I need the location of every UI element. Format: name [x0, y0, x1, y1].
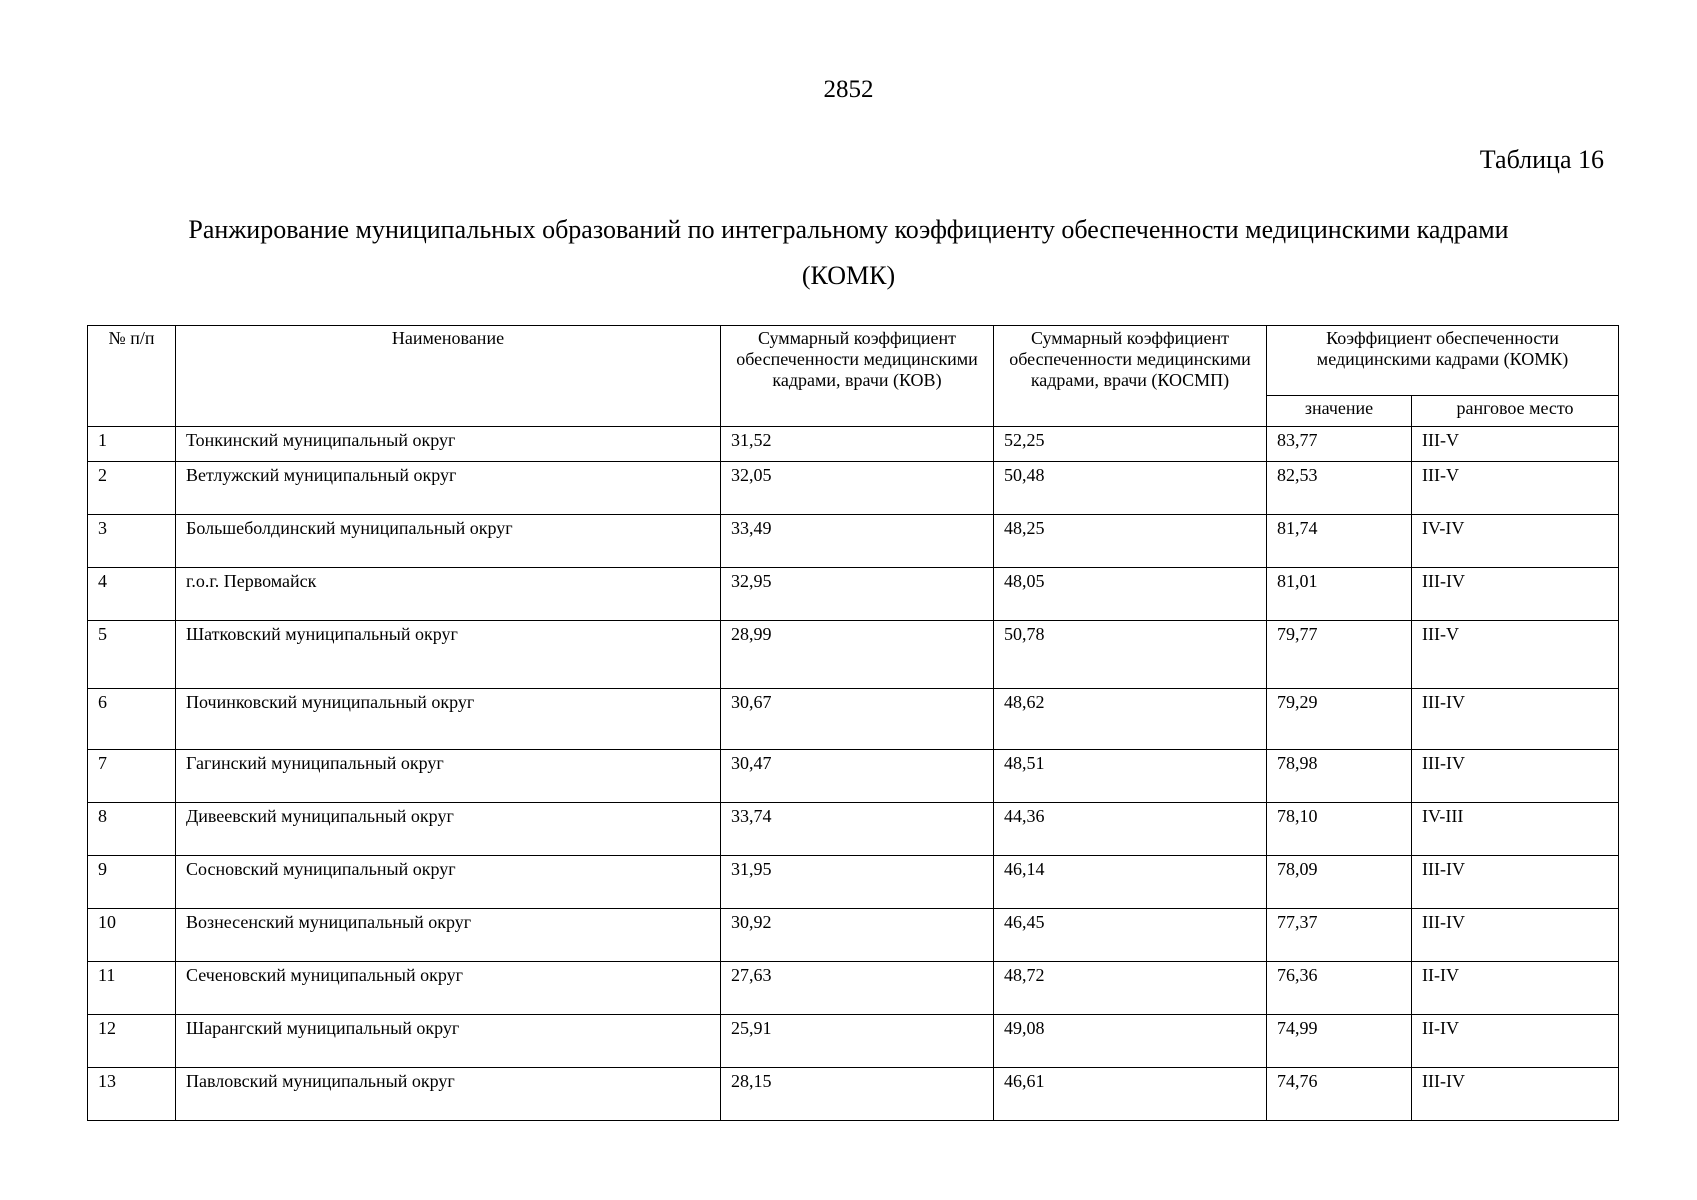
- table-label: Таблица 16: [1479, 145, 1604, 174]
- cell-name: Дивеевский муниципальный округ: [176, 803, 721, 856]
- cell-kov: 30,92: [721, 909, 994, 962]
- cell-rank: II-IV: [1412, 1015, 1619, 1068]
- table-row: [88, 803, 1619, 856]
- cell-value: 78,09: [1267, 856, 1412, 909]
- cell-num: 8: [88, 803, 176, 856]
- cell-num: 10: [88, 909, 176, 962]
- cell-kov: 32,95: [721, 568, 994, 621]
- cell-name: Шарангский муниципальный округ: [176, 1015, 721, 1068]
- cell-kosmp: 49,08: [994, 1015, 1267, 1068]
- table-row: [88, 962, 1619, 1015]
- cell-rank: III-V: [1412, 621, 1619, 689]
- header-rank: ранговое место: [1412, 396, 1619, 427]
- cell-kov: 33,49: [721, 515, 994, 568]
- table-row: [88, 909, 1619, 962]
- ranking-table: [87, 325, 1619, 1121]
- cell-kov: 27,63: [721, 962, 994, 1015]
- cell-rank: III-IV: [1412, 1068, 1619, 1121]
- cell-value: 79,29: [1267, 689, 1412, 750]
- cell-rank: IV-III: [1412, 803, 1619, 856]
- cell-kosmp: 50,48: [994, 462, 1267, 515]
- cell-kosmp: 48,72: [994, 962, 1267, 1015]
- cell-value: 76,36: [1267, 962, 1412, 1015]
- cell-num: 11: [88, 962, 176, 1015]
- cell-kov: 31,52: [721, 427, 994, 462]
- cell-name: Тонкинский муниципальный округ: [176, 427, 721, 462]
- cell-value: 82,53: [1267, 462, 1412, 515]
- cell-rank: III-V: [1412, 427, 1619, 462]
- cell-kosmp: 46,45: [994, 909, 1267, 962]
- cell-kov: 30,67: [721, 689, 994, 750]
- header-kosmp: Суммарный коэффициент обеспеченности медицинскими кадрами, врачи (КОСМП): [994, 326, 1267, 427]
- header-name: Наименование: [176, 326, 721, 427]
- cell-name: Большеболдинский муниципальный округ: [176, 515, 721, 568]
- cell-kov: 32,05: [721, 462, 994, 515]
- cell-rank: IV-IV: [1412, 515, 1619, 568]
- cell-kov: 28,15: [721, 1068, 994, 1121]
- table-row: [88, 856, 1619, 909]
- cell-kosmp: 48,62: [994, 689, 1267, 750]
- cell-num: 2: [88, 462, 176, 515]
- cell-kosmp: 52,25: [994, 427, 1267, 462]
- cell-kov: 30,47: [721, 750, 994, 803]
- cell-name: Гагинский муниципальный округ: [176, 750, 721, 803]
- cell-value: 81,74: [1267, 515, 1412, 568]
- cell-kosmp: 50,78: [994, 621, 1267, 689]
- cell-rank: III-IV: [1412, 909, 1619, 962]
- table-row: [88, 568, 1619, 621]
- cell-kosmp: 46,14: [994, 856, 1267, 909]
- cell-name: Починковский муниципальный округ: [176, 689, 721, 750]
- cell-rank: III-IV: [1412, 689, 1619, 750]
- cell-num: 3: [88, 515, 176, 568]
- header-kov: Суммарный коэффициент обеспеченности медицинскими кадрами, врачи (КОВ): [721, 326, 994, 427]
- cell-kosmp: 48,25: [994, 515, 1267, 568]
- cell-rank: III-IV: [1412, 750, 1619, 803]
- document-title-line1: Ранжирование муниципальных образований по интегральному коэффициенту обеспеченности медицинскими кадрами: [188, 215, 1509, 244]
- table-row: [88, 689, 1619, 750]
- cell-value: 78,98: [1267, 750, 1412, 803]
- cell-name: Сосновский муниципальный округ: [176, 856, 721, 909]
- cell-num: 4: [88, 568, 176, 621]
- table-row: [88, 621, 1619, 689]
- table-header: [88, 326, 1619, 427]
- cell-name: Ветлужский муниципальный округ: [176, 462, 721, 515]
- cell-num: 13: [88, 1068, 176, 1121]
- table-row: [88, 1068, 1619, 1121]
- cell-value: 74,76: [1267, 1068, 1412, 1121]
- cell-num: 7: [88, 750, 176, 803]
- page-number: 2852: [823, 76, 874, 103]
- table-row: [88, 427, 1619, 462]
- cell-kov: 31,95: [721, 856, 994, 909]
- cell-value: 79,77: [1267, 621, 1412, 689]
- cell-num: 9: [88, 856, 176, 909]
- cell-value: 81,01: [1267, 568, 1412, 621]
- cell-rank: III-IV: [1412, 856, 1619, 909]
- cell-num: 5: [88, 621, 176, 689]
- header-komk: Коэффициент обеспеченности медицинскими кадрами (КОМК): [1267, 326, 1619, 396]
- cell-name: Шатковский муниципальный округ: [176, 621, 721, 689]
- cell-kov: 33,74: [721, 803, 994, 856]
- cell-num: 6: [88, 689, 176, 750]
- header-value: значение: [1267, 396, 1412, 427]
- document-title: [80, 207, 1617, 299]
- table-row: [88, 515, 1619, 568]
- document-title-line2: (КОМК): [801, 261, 896, 290]
- cell-name: Вознесенский муниципальный округ: [176, 909, 721, 962]
- cell-rank: III-IV: [1412, 568, 1619, 621]
- header-num: № п/п: [88, 326, 176, 427]
- cell-name: г.о.г. Первомайск: [176, 568, 721, 621]
- cell-kov: 28,99: [721, 621, 994, 689]
- cell-name: Сеченовский муниципальный округ: [176, 962, 721, 1015]
- cell-value: 78,10: [1267, 803, 1412, 856]
- cell-rank: III-V: [1412, 462, 1619, 515]
- cell-kosmp: 48,51: [994, 750, 1267, 803]
- table-row: [88, 750, 1619, 803]
- cell-value: 74,99: [1267, 1015, 1412, 1068]
- cell-num: 1: [88, 427, 176, 462]
- cell-value: 83,77: [1267, 427, 1412, 462]
- cell-value: 77,37: [1267, 909, 1412, 962]
- cell-kosmp: 44,36: [994, 803, 1267, 856]
- table-body: [88, 427, 1619, 1121]
- cell-kov: 25,91: [721, 1015, 994, 1068]
- cell-name: Павловский муниципальный округ: [176, 1068, 721, 1121]
- cell-num: 12: [88, 1015, 176, 1068]
- cell-kosmp: 48,05: [994, 568, 1267, 621]
- cell-rank: II-IV: [1412, 962, 1619, 1015]
- table-row: [88, 462, 1619, 515]
- cell-kosmp: 46,61: [994, 1068, 1267, 1121]
- table-row: [88, 1015, 1619, 1068]
